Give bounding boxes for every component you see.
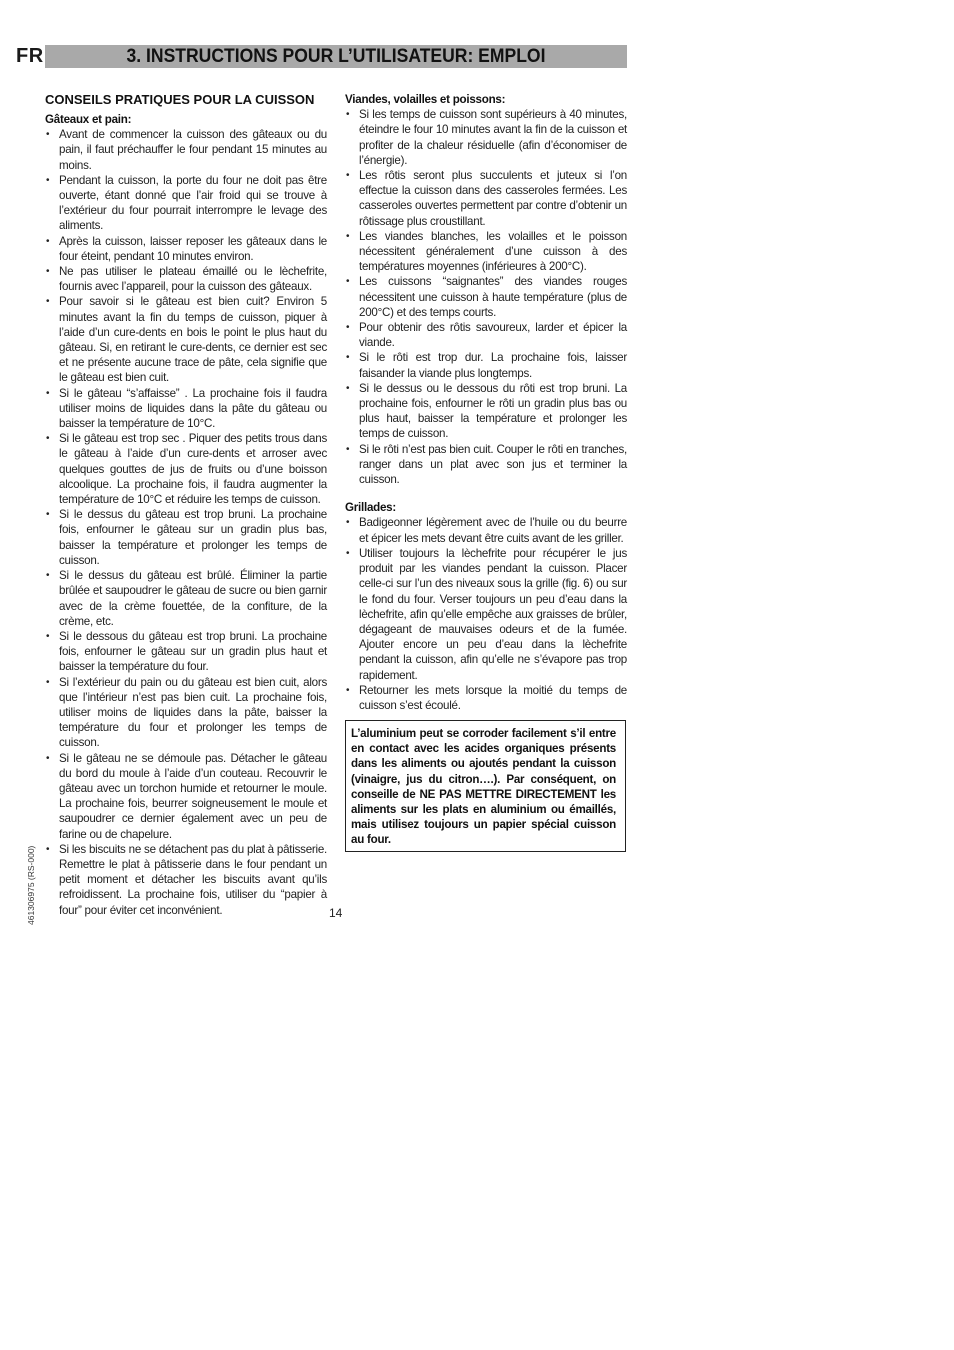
list-item: • Si le rôti est trop dur. La prochaine fois, laisser faisander la viande plus longtemps. [345, 350, 627, 380]
list-item: • Pendant la cuisson, la porte du four ne doit pas être ouverte, étant donné que l’air froid qui se trouve à l’extérieur du four pourrait interrompre le levage des aliments. [45, 173, 327, 234]
list-item: • Badigeonner légèrement avec de l’huile ou du beurre et épicer les mets devant être cuits avant de les griller. [345, 515, 627, 545]
list-item: • Utiliser toujours la lèchefrite pour récupérer le jus produit par les viandes pendant la cuisson. Placer celle-ci sur l’un des niveaux sous la grille (fig. 6) ou sur le fond du four. Verser toujours un peu d’eau dans la lèchefrite, afin qu’elle empêche aux graisses de brûler, dégageant de mauvaises odeurs et de la fumée. Ajouter encore un peu d’eau dans la lèchefrite pendant la cuisson, afin qu’elle ne s’évapore pas trop rapidement. [345, 546, 627, 683]
language-label: FR [16, 45, 44, 67]
subsection-title-meat: Viandes, volailles et poissons: [345, 93, 506, 106]
list-item: • Si le gâteau “s’affaisse” . La prochaine fois il faudra utiliser moins de liquides dans la pâte du gâteau ou baisser la température de 10°C. [45, 386, 327, 432]
subsection-title-grill: Grillades: [345, 501, 396, 515]
list-item: • Si le dessus ou le dessous du rôti est trop bruni. La prochaine fois, enfourner le rôti un gradin plus bas ou plus haut, baisser la température et prolonger les temps de cuisson. [345, 381, 627, 442]
grill-tips-list [345, 515, 627, 713]
list-item: • Pour obtenir des rôtis savoureux, larder et épicer la viande. [345, 320, 627, 350]
list-item: • Si le dessus du gâteau est brûlé. Éliminer la partie brûlée et saupoudrer le gâteau de sucre ou bien garnir avec de la crème fouettée, de la confiture, de la crème, etc. [45, 568, 327, 629]
right-column [345, 92, 627, 713]
list-item: • Après la cuisson, laisser reposer les gâteaux dans le four éteint, pendant 10 minutes environ. [45, 234, 327, 264]
list-item: • Si le dessus du gâteau est trop bruni. La prochaine fois, enfourner le gâteau sur un gradin plus bas, baisser la température et prolonger les temps de cuisson. [45, 507, 327, 568]
list-item: • Les viandes blanches, les volailles et le poisson nécessitent généralement d’une cuisson à des températures moyennes (inférieures à 200°C). [345, 229, 627, 275]
list-item: • Avant de commencer la cuisson des gâteaux ou du pain, il faut préchauffer le four pendant 15 minutes au moins. [45, 127, 327, 173]
list-item: • Si le dessous du gâteau est trop bruni. La prochaine fois, enfourner le gâteau sur un gradin plus haut et baisser la température du four. [45, 629, 327, 675]
list-item: • Pour savoir si le gâteau est bien cuit? Environ 5 minutes avant la fin du temps de cuisson, piquer à l’aide d’un cure-dents en bois le point le plus haut du gâteau. Si, en retirant le cure-dents, ce dernier est sec et ne présente aucune trace de pâte, cela signifie que le gâteau est bien cuit. [45, 294, 327, 385]
list-item: • Les cuissons “saignantes” des viandes rouges nécessitent une cuisson à haute température (plus de 200°C) et des temps courts. [345, 274, 627, 320]
list-item: • Si les temps de cuisson sont supérieurs à 40 minutes, éteindre le four 10 minutes avant la fin de la cuisson et profiter de la chaleur résiduelle (afin d’économiser de l’énergie). [345, 107, 627, 168]
list-item: • Si le gâteau est trop sec . Piquer des petits trous dans le gâteau à l’aide d’un cure-dents et arroser avec quelques gouttes de jus de fruits ou d’une boisson alcoolique. La prochaine fois, il faudra augmenter la température de 10°C et réduire les temps de cuisson. [45, 431, 327, 507]
cakes-tips-list [45, 127, 327, 918]
list-item: • Si les biscuits ne se détachent pas du plat à pâtisserie. Remettre le plat à pâtisserie dans le four pendant un petit moment et détacher les biscuits avant qu’ils refroidissent. La prochaine fois, utiliser du “papier à four” pour éviter cet inconvénient. [45, 842, 327, 918]
list-item: • Si le rôti n’est pas bien cuit. Couper le rôti en tranches, ranger dans un plat avec son jus et terminer la cuisson. [345, 442, 627, 488]
title-bar [45, 45, 627, 68]
document-code: 461306975 (RS-000) [26, 845, 36, 925]
meat-tips-list [345, 107, 627, 487]
list-item: • Si le gâteau ne se démoule pas. Détacher le gâteau du bord du moule à l’aide d’un couteau. Recouvrir le gâteau avec un torchon humide et retourner le moule. La prochaine fois, beurrer soigneusement le moule et saupoudrer ce dernier également avec un peu de farine ou de chapelure. [45, 751, 327, 842]
aluminium-warning-box: L’aluminium peut se corroder facilement s’il entre en contact avec les acides organiques présents dans les aliments ou ajoutés pendant la cuisson (vinaigre, jus du citron….). Par conséquent, on conseille de NE PAS METTRE DIRECTEMENT les aliments sur les plats en aluminium ou émaillés, mais utilisez toujours un papier spécial cuisson au four. [345, 720, 626, 852]
list-item: • Les rôtis seront plus succulents et juteux si l’on effectue la cuisson dans des casseroles fermées. Les casseroles ouvertes permettent par contre d’obtenir un rôtissage plus croustillant. [345, 168, 627, 229]
page-title: 3. INSTRUCTIONS POUR L’UTILISATEUR: EMPLOI [126, 45, 546, 67]
page-number: 14 [329, 906, 343, 920]
list-item: • Retourner les mets lorsque la moitié du temps de cuisson s’est écoulé. [345, 683, 627, 713]
subsection-title-cakes: Gâteaux et pain: [45, 113, 132, 126]
section-title: CONSEILS PRATIQUES POUR LA CUISSON [45, 92, 315, 107]
list-item: • Ne pas utiliser le plateau émaillé ou le lèchefrite, fournis avec l’appareil, pour la cuisson des gâteaux. [45, 264, 327, 294]
left-column [45, 92, 327, 918]
list-item: • Si l’extérieur du pain ou du gâteau est bien cuit, alors que l’intérieur n’est pas bien cuit. La prochaine fois, utiliser moins de liquides dans la pâte, baisser la température du four et prolonger les temps de cuisson. [45, 675, 327, 751]
